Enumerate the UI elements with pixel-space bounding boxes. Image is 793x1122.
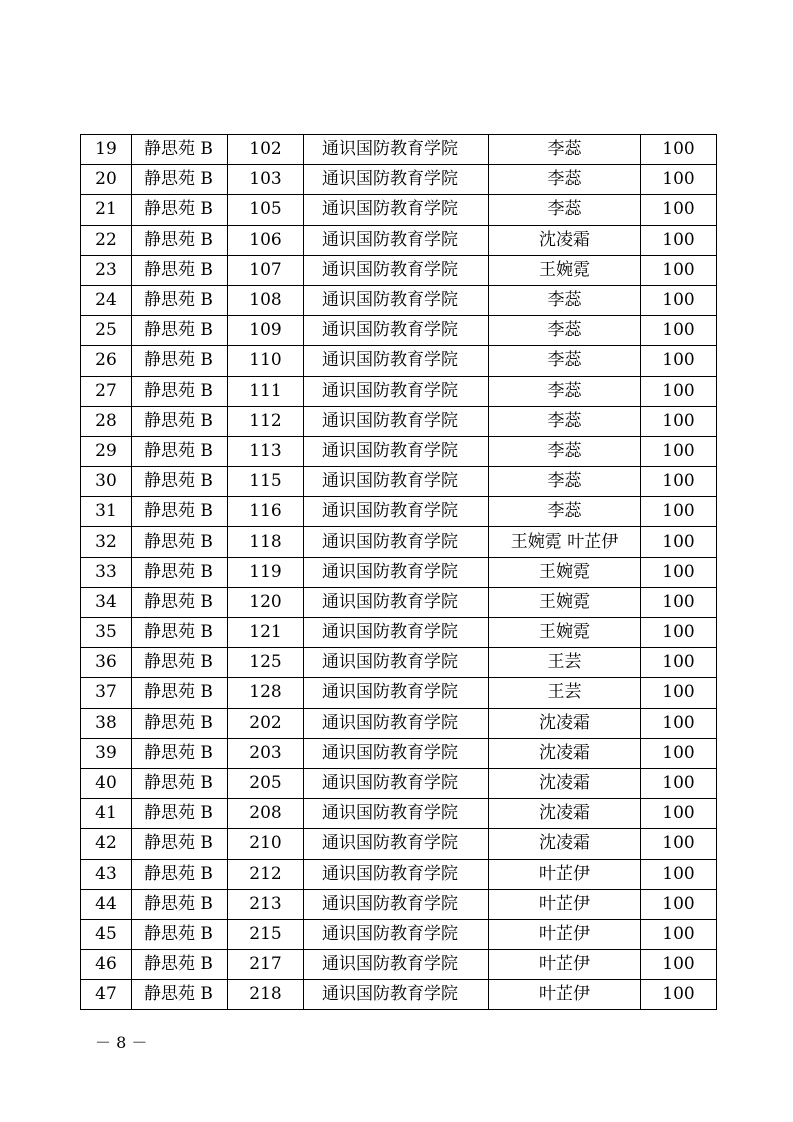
cell-dormitory: 静思苑 B xyxy=(132,648,228,678)
cell-staff: 李蕊 xyxy=(489,497,641,527)
cell-staff: 叶芷伊 xyxy=(489,980,641,1010)
cell-dormitory: 静思苑 B xyxy=(132,346,228,376)
cell-staff: 沈凌霜 xyxy=(489,799,641,829)
cell-room-number: 215 xyxy=(228,919,304,949)
table-row xyxy=(81,648,717,678)
cell-score: 100 xyxy=(641,799,717,829)
cell-room-number: 108 xyxy=(228,285,304,315)
cell-room-number: 107 xyxy=(228,255,304,285)
cell-room-number: 102 xyxy=(228,135,304,165)
cell-room-number: 203 xyxy=(228,738,304,768)
cell-dormitory: 静思苑 B xyxy=(132,557,228,587)
cell-dormitory: 静思苑 B xyxy=(132,829,228,859)
cell-staff: 叶芷伊 xyxy=(489,950,641,980)
table-row xyxy=(81,255,717,285)
table-row xyxy=(81,557,717,587)
cell-college: 通识国防教育学院 xyxy=(304,618,489,648)
dormitory-score-table xyxy=(80,134,717,1010)
table-row xyxy=(81,406,717,436)
cell-score: 100 xyxy=(641,980,717,1010)
cell-dormitory: 静思苑 B xyxy=(132,618,228,648)
cell-dormitory: 静思苑 B xyxy=(132,678,228,708)
table-row xyxy=(81,859,717,889)
table-row xyxy=(81,467,717,497)
table-body xyxy=(81,135,717,1010)
cell-dormitory: 静思苑 B xyxy=(132,165,228,195)
cell-college: 通识国防教育学院 xyxy=(304,285,489,315)
cell-college: 通识国防教育学院 xyxy=(304,436,489,466)
cell-college: 通识国防教育学院 xyxy=(304,225,489,255)
cell-score: 100 xyxy=(641,406,717,436)
cell-room-number: 128 xyxy=(228,678,304,708)
cell-college: 通识国防教育学院 xyxy=(304,467,489,497)
cell-staff: 王芸 xyxy=(489,678,641,708)
table-row xyxy=(81,829,717,859)
cell-dormitory: 静思苑 B xyxy=(132,587,228,617)
cell-dormitory: 静思苑 B xyxy=(132,980,228,1010)
cell-row-number: 28 xyxy=(81,406,132,436)
cell-score: 100 xyxy=(641,648,717,678)
table-row xyxy=(81,135,717,165)
cell-score: 100 xyxy=(641,497,717,527)
cell-college: 通识国防教育学院 xyxy=(304,859,489,889)
cell-dormitory: 静思苑 B xyxy=(132,195,228,225)
cell-dormitory: 静思苑 B xyxy=(132,467,228,497)
cell-room-number: 110 xyxy=(228,346,304,376)
cell-room-number: 116 xyxy=(228,497,304,527)
cell-room-number: 213 xyxy=(228,889,304,919)
cell-staff: 王婉霓 xyxy=(489,557,641,587)
cell-room-number: 105 xyxy=(228,195,304,225)
table-row xyxy=(81,950,717,980)
cell-room-number: 210 xyxy=(228,829,304,859)
table-row xyxy=(81,889,717,919)
cell-room-number: 218 xyxy=(228,980,304,1010)
cell-staff: 叶芷伊 xyxy=(489,889,641,919)
table-row xyxy=(81,587,717,617)
cell-row-number: 43 xyxy=(81,859,132,889)
cell-dormitory: 静思苑 B xyxy=(132,527,228,557)
table-row xyxy=(81,497,717,527)
table-row xyxy=(81,346,717,376)
cell-college: 通识国防教育学院 xyxy=(304,376,489,406)
cell-score: 100 xyxy=(641,255,717,285)
cell-staff: 李蕊 xyxy=(489,346,641,376)
cell-row-number: 31 xyxy=(81,497,132,527)
cell-room-number: 109 xyxy=(228,316,304,346)
cell-dormitory: 静思苑 B xyxy=(132,768,228,798)
cell-room-number: 125 xyxy=(228,648,304,678)
cell-dormitory: 静思苑 B xyxy=(132,799,228,829)
cell-room-number: 212 xyxy=(228,859,304,889)
table-row xyxy=(81,980,717,1010)
cell-score: 100 xyxy=(641,527,717,557)
cell-staff: 沈凌霜 xyxy=(489,738,641,768)
cell-staff: 李蕊 xyxy=(489,195,641,225)
cell-dormitory: 静思苑 B xyxy=(132,376,228,406)
cell-score: 100 xyxy=(641,889,717,919)
cell-college: 通识国防教育学院 xyxy=(304,980,489,1010)
cell-staff: 王婉霓 xyxy=(489,618,641,648)
page-number: － 8 － xyxy=(95,1033,148,1052)
cell-score: 100 xyxy=(641,618,717,648)
cell-staff: 李蕊 xyxy=(489,406,641,436)
cell-row-number: 45 xyxy=(81,919,132,949)
cell-room-number: 121 xyxy=(228,618,304,648)
table-row xyxy=(81,195,717,225)
cell-staff: 叶芷伊 xyxy=(489,919,641,949)
cell-college: 通识国防教育学院 xyxy=(304,406,489,436)
cell-row-number: 27 xyxy=(81,376,132,406)
cell-row-number: 21 xyxy=(81,195,132,225)
table-row xyxy=(81,768,717,798)
cell-staff: 沈凌霜 xyxy=(489,768,641,798)
cell-college: 通识国防教育学院 xyxy=(304,768,489,798)
cell-dormitory: 静思苑 B xyxy=(132,950,228,980)
cell-college: 通识国防教育学院 xyxy=(304,799,489,829)
cell-row-number: 34 xyxy=(81,587,132,617)
cell-college: 通识国防教育学院 xyxy=(304,708,489,738)
cell-dormitory: 静思苑 B xyxy=(132,436,228,466)
table-row xyxy=(81,316,717,346)
cell-college: 通识国防教育学院 xyxy=(304,950,489,980)
cell-room-number: 217 xyxy=(228,950,304,980)
table-row xyxy=(81,436,717,466)
cell-room-number: 118 xyxy=(228,527,304,557)
cell-college: 通识国防教育学院 xyxy=(304,678,489,708)
table-row xyxy=(81,708,717,738)
cell-row-number: 36 xyxy=(81,648,132,678)
cell-staff: 沈凌霜 xyxy=(489,708,641,738)
cell-staff: 王婉霓 xyxy=(489,255,641,285)
cell-dormitory: 静思苑 B xyxy=(132,406,228,436)
cell-room-number: 115 xyxy=(228,467,304,497)
cell-score: 100 xyxy=(641,859,717,889)
cell-room-number: 112 xyxy=(228,406,304,436)
cell-score: 100 xyxy=(641,376,717,406)
cell-score: 100 xyxy=(641,708,717,738)
cell-staff: 李蕊 xyxy=(489,436,641,466)
cell-dormitory: 静思苑 B xyxy=(132,285,228,315)
table-row xyxy=(81,799,717,829)
cell-room-number: 103 xyxy=(228,165,304,195)
cell-room-number: 202 xyxy=(228,708,304,738)
cell-row-number: 32 xyxy=(81,527,132,557)
cell-college: 通识国防教育学院 xyxy=(304,195,489,225)
cell-college: 通识国防教育学院 xyxy=(304,346,489,376)
cell-row-number: 24 xyxy=(81,285,132,315)
cell-score: 100 xyxy=(641,195,717,225)
cell-row-number: 42 xyxy=(81,829,132,859)
cell-row-number: 23 xyxy=(81,255,132,285)
cell-score: 100 xyxy=(641,587,717,617)
cell-row-number: 25 xyxy=(81,316,132,346)
cell-college: 通识国防教育学院 xyxy=(304,829,489,859)
cell-score: 100 xyxy=(641,346,717,376)
table-row xyxy=(81,225,717,255)
cell-row-number: 39 xyxy=(81,738,132,768)
cell-dormitory: 静思苑 B xyxy=(132,889,228,919)
cell-dormitory: 静思苑 B xyxy=(132,859,228,889)
cell-score: 100 xyxy=(641,678,717,708)
cell-score: 100 xyxy=(641,165,717,195)
cell-score: 100 xyxy=(641,919,717,949)
cell-row-number: 22 xyxy=(81,225,132,255)
cell-row-number: 30 xyxy=(81,467,132,497)
cell-staff: 王婉霓 叶芷伊 xyxy=(489,527,641,557)
table-row xyxy=(81,165,717,195)
cell-college: 通识国防教育学院 xyxy=(304,135,489,165)
cell-dormitory: 静思苑 B xyxy=(132,225,228,255)
cell-row-number: 35 xyxy=(81,618,132,648)
table-row xyxy=(81,527,717,557)
cell-staff: 沈凌霜 xyxy=(489,225,641,255)
table-row xyxy=(81,738,717,768)
table-row xyxy=(81,376,717,406)
cell-row-number: 38 xyxy=(81,708,132,738)
cell-dormitory: 静思苑 B xyxy=(132,135,228,165)
cell-staff: 李蕊 xyxy=(489,467,641,497)
cell-staff: 李蕊 xyxy=(489,316,641,346)
cell-college: 通识国防教育学院 xyxy=(304,557,489,587)
cell-college: 通识国防教育学院 xyxy=(304,497,489,527)
cell-score: 100 xyxy=(641,285,717,315)
cell-score: 100 xyxy=(641,829,717,859)
cell-score: 100 xyxy=(641,738,717,768)
cell-staff: 沈凌霜 xyxy=(489,829,641,859)
table-row xyxy=(81,919,717,949)
cell-room-number: 119 xyxy=(228,557,304,587)
cell-row-number: 40 xyxy=(81,768,132,798)
cell-room-number: 106 xyxy=(228,225,304,255)
cell-row-number: 37 xyxy=(81,678,132,708)
cell-staff: 王芸 xyxy=(489,648,641,678)
cell-row-number: 19 xyxy=(81,135,132,165)
cell-dormitory: 静思苑 B xyxy=(132,497,228,527)
cell-row-number: 26 xyxy=(81,346,132,376)
cell-score: 100 xyxy=(641,768,717,798)
cell-score: 100 xyxy=(641,225,717,255)
cell-score: 100 xyxy=(641,467,717,497)
cell-score: 100 xyxy=(641,316,717,346)
cell-staff: 李蕊 xyxy=(489,165,641,195)
cell-college: 通识国防教育学院 xyxy=(304,738,489,768)
cell-room-number: 120 xyxy=(228,587,304,617)
cell-score: 100 xyxy=(641,436,717,466)
cell-room-number: 111 xyxy=(228,376,304,406)
cell-row-number: 44 xyxy=(81,889,132,919)
cell-dormitory: 静思苑 B xyxy=(132,316,228,346)
cell-row-number: 46 xyxy=(81,950,132,980)
cell-row-number: 41 xyxy=(81,799,132,829)
cell-row-number: 47 xyxy=(81,980,132,1010)
cell-college: 通识国防教育学院 xyxy=(304,316,489,346)
cell-row-number: 33 xyxy=(81,557,132,587)
cell-score: 100 xyxy=(641,557,717,587)
table-row xyxy=(81,285,717,315)
cell-staff: 李蕊 xyxy=(489,376,641,406)
cell-college: 通识国防教育学院 xyxy=(304,648,489,678)
cell-staff: 李蕊 xyxy=(489,135,641,165)
cell-staff: 李蕊 xyxy=(489,285,641,315)
cell-college: 通识国防教育学院 xyxy=(304,527,489,557)
cell-staff: 叶芷伊 xyxy=(489,859,641,889)
cell-college: 通识国防教育学院 xyxy=(304,587,489,617)
cell-room-number: 113 xyxy=(228,436,304,466)
cell-row-number: 20 xyxy=(81,165,132,195)
cell-row-number: 29 xyxy=(81,436,132,466)
cell-score: 100 xyxy=(641,135,717,165)
cell-score: 100 xyxy=(641,950,717,980)
cell-college: 通识国防教育学院 xyxy=(304,889,489,919)
cell-dormitory: 静思苑 B xyxy=(132,738,228,768)
cell-college: 通识国防教育学院 xyxy=(304,165,489,195)
cell-room-number: 205 xyxy=(228,768,304,798)
cell-college: 通识国防教育学院 xyxy=(304,255,489,285)
cell-college: 通识国防教育学院 xyxy=(304,919,489,949)
cell-room-number: 208 xyxy=(228,799,304,829)
cell-dormitory: 静思苑 B xyxy=(132,255,228,285)
table-row xyxy=(81,618,717,648)
cell-dormitory: 静思苑 B xyxy=(132,919,228,949)
table-row xyxy=(81,678,717,708)
cell-staff: 王婉霓 xyxy=(489,587,641,617)
cell-dormitory: 静思苑 B xyxy=(132,708,228,738)
